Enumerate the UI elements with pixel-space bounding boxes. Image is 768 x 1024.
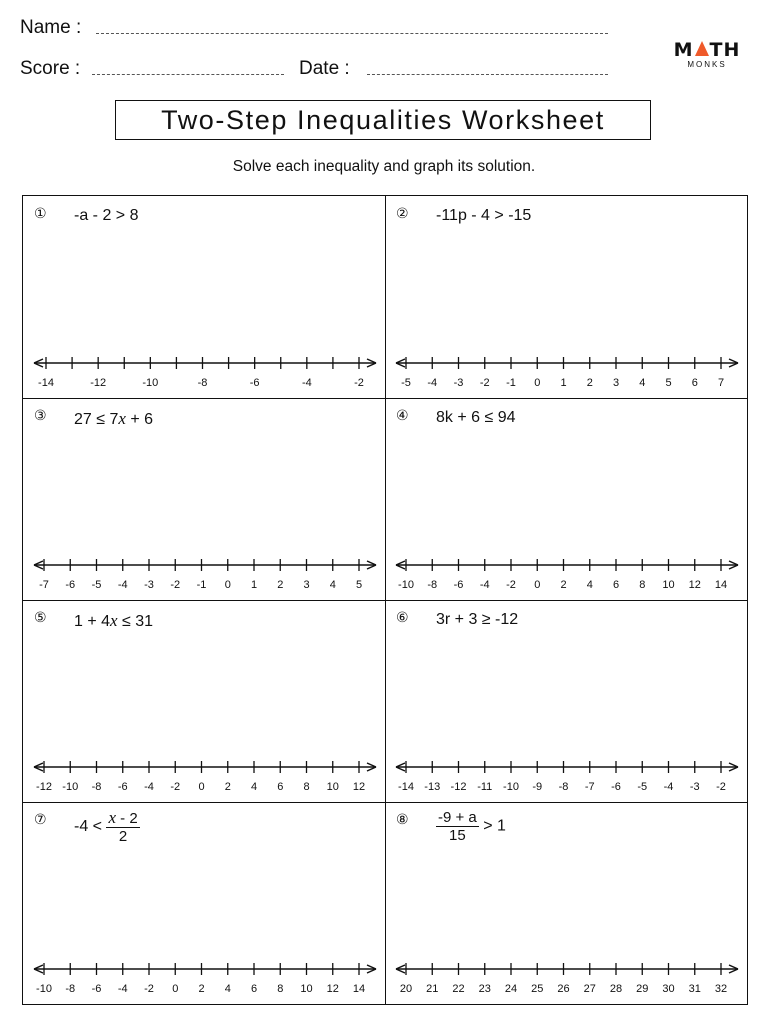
problem-cell [23, 196, 385, 398]
tick-label: -10 [503, 781, 519, 793]
instructions: Solve each inequality and graph its solution. [232, 158, 536, 175]
tick-label: 31 [688, 983, 701, 995]
problem-number-label: ⑥ [396, 610, 409, 626]
tick-label: -4 [117, 983, 128, 995]
tick-label: -12 [90, 377, 107, 389]
problem-cell [385, 802, 747, 1004]
tick-label: 2 [586, 377, 593, 389]
tick-label: 4 [329, 579, 336, 591]
tick-label: -2 [170, 781, 181, 793]
tick-label: -6 [611, 781, 621, 793]
inequality: 27 ≤ 7x + 6 [74, 409, 154, 428]
tick-label: -4 [117, 579, 128, 591]
inequality-lead: -4 < [74, 818, 107, 835]
number-line[interactable] [23, 600, 385, 802]
tick-label: 0 [534, 579, 541, 591]
tick-label: -3 [453, 377, 464, 389]
inequality: 8k + 6 ≤ 94 [436, 409, 516, 426]
fraction-numerator: x - 2 [108, 808, 138, 827]
tick-label: 1 [560, 377, 567, 389]
tick-label: -2 [479, 377, 490, 389]
problem-number-label: ⑤ [34, 610, 47, 626]
tick-label: -14 [38, 377, 54, 389]
tick-label: -11 [477, 781, 493, 793]
tick-label: 4 [639, 377, 646, 389]
problem-cell [385, 196, 747, 398]
tick-label: -7 [39, 579, 49, 591]
problem-cell [23, 398, 385, 600]
tick-label: 10 [662, 579, 675, 591]
tick-label: 4 [250, 781, 258, 793]
tick-label: 24 [504, 983, 518, 995]
tick-label: -6 [117, 781, 128, 793]
tick-label: 29 [636, 983, 649, 995]
tick-label: 7 [717, 377, 725, 389]
tick-label: 8 [277, 983, 284, 995]
tick-label: 20 [399, 983, 413, 995]
problem-cell [385, 398, 747, 600]
date-label: Date : [299, 58, 350, 79]
tick-label: -5 [637, 781, 648, 793]
tick-label: 0 [172, 983, 179, 995]
tick-label: -4 [663, 781, 674, 793]
inequality: 3r + 3 ≥ -12 [436, 611, 519, 628]
tick-label: -8 [427, 579, 438, 591]
tick-label: 3 [612, 377, 620, 389]
number-line[interactable] [385, 600, 747, 802]
tick-label: -4 [144, 781, 154, 793]
tick-label: -8 [558, 781, 569, 793]
date-field[interactable] [367, 74, 608, 75]
inequality: -11p - 4 > -15 [436, 207, 532, 224]
tick-label: 21 [426, 983, 439, 995]
tick-label: -13 [424, 781, 441, 793]
tick-label: 25 [531, 983, 544, 995]
worksheet-title: Two-Step Inequalities Worksheet [115, 100, 651, 140]
tick-label: 0 [198, 781, 205, 793]
problem-number-label: ③ [34, 408, 47, 424]
math-monks-logo [672, 40, 742, 74]
name-field[interactable] [96, 33, 608, 34]
tick-label: -2 [716, 781, 726, 793]
problem-number-label: ⑧ [396, 812, 409, 828]
tick-label: 12 [352, 781, 366, 793]
tick-label: 14 [714, 579, 728, 591]
tick-label: -10 [142, 377, 159, 389]
tick-label: 0 [534, 377, 541, 389]
tick-label: -2 [354, 377, 364, 389]
tick-label: 6 [277, 781, 284, 793]
tick-label: -4 [301, 377, 312, 389]
tick-label: 12 [688, 579, 701, 591]
score-field[interactable] [92, 74, 284, 75]
tick-label: 3 [303, 579, 310, 591]
problem-number-label: ① [34, 206, 47, 222]
tick-label: 6 [612, 579, 620, 591]
tick-label: 4 [586, 579, 593, 591]
problem-grid [22, 195, 748, 1005]
tick-label: -1 [506, 377, 516, 389]
tick-label: -10 [398, 579, 414, 591]
tick-label: -2 [144, 983, 154, 995]
fraction-denominator: 2 [118, 828, 128, 845]
tick-label: 22 [452, 983, 465, 995]
tick-label: 14 [352, 983, 366, 995]
inequality: -a - 2 > 8 [74, 207, 139, 224]
tick-label: -2 [170, 579, 181, 591]
tick-label: -8 [197, 377, 208, 389]
tick-label: -6 [65, 579, 76, 591]
tick-label: -1 [196, 579, 207, 591]
tick-label: 10 [326, 781, 339, 793]
tick-label: -9 [532, 781, 543, 793]
tick-label: -12 [36, 781, 52, 793]
tick-label: -6 [249, 377, 260, 389]
tick-label: 10 [300, 983, 313, 995]
number-line[interactable] [385, 398, 747, 600]
tick-label: 6 [250, 983, 258, 995]
tick-label: 12 [326, 983, 339, 995]
number-line[interactable] [23, 398, 385, 600]
tick-label: 30 [662, 983, 675, 995]
tick-label: 26 [557, 983, 570, 995]
tick-label: 5 [355, 579, 363, 591]
number-line[interactable] [385, 196, 747, 398]
tick-label: -8 [91, 781, 102, 793]
tick-label: -6 [91, 983, 102, 995]
tick-label: 5 [665, 377, 672, 389]
problem-cell [385, 600, 747, 802]
fraction-denominator: 15 [449, 827, 466, 844]
tick-label: 32 [714, 983, 728, 995]
score-label: Score : [20, 58, 81, 79]
problem-cell [23, 802, 385, 1004]
tick-label: -5 [91, 579, 102, 591]
tick-label: 27 [583, 983, 596, 995]
problem-number-label: ② [396, 206, 409, 222]
problem-number-label: ⑦ [34, 812, 47, 828]
tick-label: 8 [303, 781, 310, 793]
tick-label: -4 [427, 377, 438, 389]
number-line[interactable] [23, 802, 385, 1004]
tick-label: 2 [224, 781, 231, 793]
tick-label: 0 [224, 579, 231, 591]
tick-label: -2 [506, 579, 516, 591]
problem-cell [23, 600, 385, 802]
inequality-trail: > 1 [478, 817, 506, 835]
tick-label: -10 [62, 781, 79, 793]
tick-label: -8 [65, 983, 76, 995]
number-line[interactable] [385, 802, 747, 1004]
tick-label: -14 [398, 781, 414, 793]
tick-label: -12 [450, 781, 467, 793]
tick-label: -10 [36, 983, 52, 995]
logo-wordmark: M TH [673, 39, 741, 61]
tick-label: -7 [584, 781, 595, 793]
fraction-numerator: -9 + a [438, 809, 477, 826]
tick-label: 2 [277, 579, 284, 591]
number-line[interactable] [23, 196, 385, 398]
triangle-icon [695, 41, 709, 56]
name-label: Name : [20, 17, 82, 38]
tick-label: -4 [479, 579, 490, 591]
tick-label: 6 [691, 377, 698, 389]
tick-label: 2 [198, 983, 205, 995]
tick-label: 1 [250, 579, 258, 591]
tick-label: 8 [639, 579, 646, 591]
tick-label: -5 [401, 377, 411, 389]
tick-label: -3 [144, 579, 154, 591]
tick-label: -3 [689, 781, 700, 793]
tick-label: 23 [478, 983, 491, 995]
inequality: 1 + 4x ≤ 31 [74, 611, 154, 630]
tick-label: 4 [224, 983, 231, 995]
tick-label: 28 [609, 983, 623, 995]
tick-label: 2 [560, 579, 567, 591]
tick-label: -6 [453, 579, 464, 591]
problem-number-label: ④ [396, 408, 409, 424]
logo-subtext: MONKS [687, 60, 727, 69]
